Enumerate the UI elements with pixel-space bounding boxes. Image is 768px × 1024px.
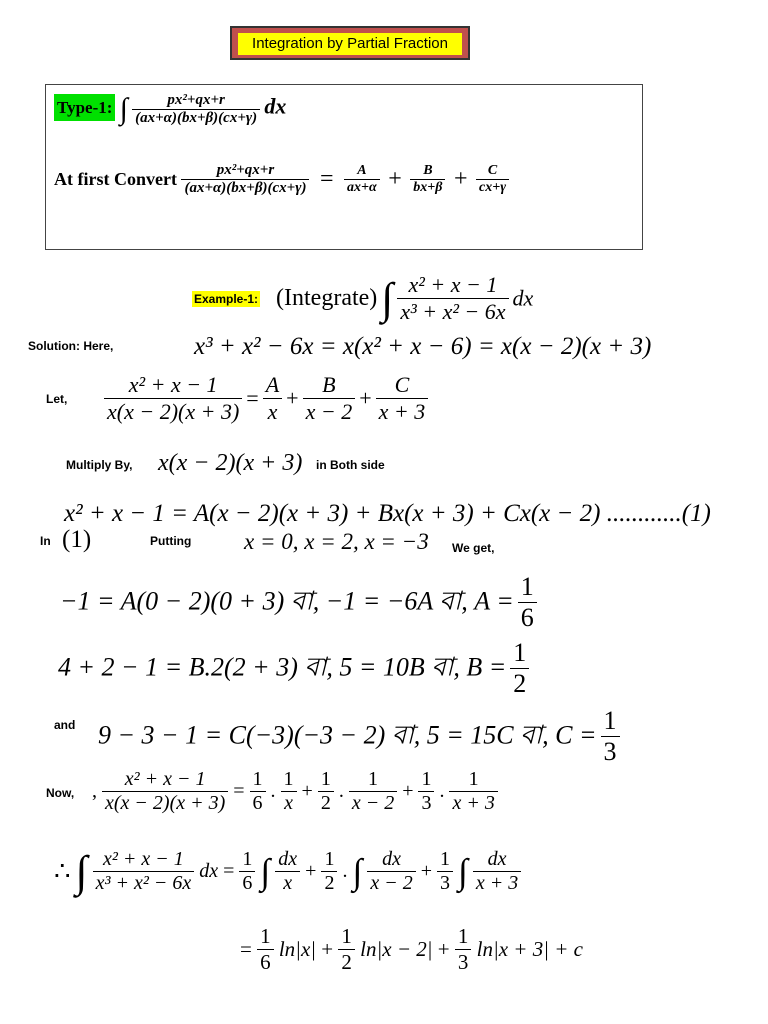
- now-eq: =: [233, 780, 245, 802]
- multiply-expression: x(x − 2)(x + 3): [158, 450, 303, 476]
- let-plus-1: +: [286, 385, 299, 411]
- let-c-num: C: [394, 372, 410, 397]
- solution-label: Solution: Here,: [28, 339, 114, 353]
- example-den: x³ + x² − 6x: [397, 298, 508, 325]
- convert-lhs: [181, 162, 309, 197]
- now-dot-1: .: [270, 780, 276, 802]
- let-c: [376, 372, 429, 425]
- final-c3-num: 1: [457, 924, 469, 948]
- factor-equation: x³ + x² − 6x = x(x² + x − 6) = x(x − 2)(x + 3): [194, 333, 652, 360]
- let-a-den: x: [263, 398, 282, 425]
- now-comma: ,: [92, 780, 97, 802]
- i2-coef: [321, 848, 337, 895]
- final-c1-num: 1: [260, 924, 271, 948]
- type1-formula: [54, 92, 286, 127]
- i3-num: dx: [487, 848, 507, 870]
- let-b-den: x − 2: [303, 398, 356, 425]
- i2-c-num: 1: [324, 848, 335, 870]
- i3-fraction: [473, 848, 521, 895]
- plus-2: +: [453, 166, 468, 192]
- step-b-num: 1: [513, 638, 527, 667]
- final-c3: [455, 924, 472, 975]
- i3-den: x + 3: [473, 871, 521, 895]
- let-c-den: x + 3: [376, 398, 429, 425]
- i2-c-den: 2: [321, 871, 337, 895]
- i1-den: x: [275, 871, 300, 895]
- now-t3-coef: [418, 768, 434, 815]
- final-c2-num: 1: [341, 924, 352, 948]
- final-c1-den: 6: [257, 949, 274, 975]
- multiply-label: Multiply By,: [66, 458, 133, 472]
- convert-lhs-num: px²+qx+r: [216, 162, 275, 178]
- final-t1: ln|x|: [278, 937, 317, 961]
- now-t1c-den: 6: [250, 791, 266, 815]
- step-c-text: 9 − 3 − 1 = C(−3)(−3 − 2) বা, 5 = 15C বা, C =: [98, 720, 597, 750]
- final-equation: [240, 924, 583, 975]
- final-plus-1: +: [321, 937, 334, 961]
- now-plus-2: +: [402, 780, 414, 802]
- step-b-fraction: [510, 638, 529, 699]
- convert-a: [344, 163, 380, 196]
- now-t3: [449, 768, 497, 815]
- now-lhs-den: x(x − 2)(x + 3): [102, 791, 228, 815]
- step-b-den: 2: [510, 668, 529, 699]
- final-t2: ln|x − 2|: [360, 937, 433, 961]
- i1-c-num: 1: [242, 848, 253, 870]
- let-b: [303, 372, 356, 425]
- let-b-num: B: [322, 372, 336, 397]
- therefore-dot: .: [342, 860, 348, 882]
- therefore-plus-1: +: [305, 860, 317, 882]
- putting-values: x = 0, x = 2, x = −3: [244, 529, 429, 554]
- convert-c: [476, 163, 509, 196]
- therefore-den: x³ + x² − 6x: [93, 871, 195, 895]
- putting-label: Putting: [150, 534, 192, 548]
- therefore-equation: [54, 846, 521, 897]
- now-t3-den: x + 3: [449, 791, 497, 815]
- final-c1: [257, 924, 274, 975]
- now-plus-1: +: [301, 780, 313, 802]
- i1-coef: [239, 848, 255, 895]
- convert-row: [54, 162, 509, 197]
- final-c2: [338, 924, 355, 975]
- step-c-fraction: [601, 706, 620, 767]
- i3-c-num: 1: [439, 848, 450, 870]
- i2-den: x − 2: [367, 871, 415, 895]
- page-title: Integration by Partial Fraction: [238, 33, 462, 55]
- i1-num: dx: [278, 848, 298, 870]
- let-a-num: A: [265, 372, 280, 397]
- step-a-den: 6: [518, 602, 537, 633]
- now-t3c-den: 3: [418, 791, 434, 815]
- i1-fraction: [275, 848, 300, 895]
- convert-a-num: A: [357, 163, 367, 178]
- type1-num: px²+qx+r: [167, 92, 225, 108]
- now-lhs-num: x² + x − 1: [124, 768, 206, 790]
- now-t2-coef: [318, 768, 334, 815]
- we-get-label: We get,: [452, 541, 495, 555]
- i2-fraction: [367, 848, 415, 895]
- type1-den: (ax+α)(bx+β)(cx+γ): [132, 109, 260, 127]
- now-t2c-den: 2: [318, 791, 334, 815]
- step-c: [98, 706, 620, 767]
- now-t1-coef: [250, 768, 266, 815]
- let-eq: =: [246, 385, 259, 411]
- example-fraction: [397, 272, 508, 325]
- integrate-text: (Integrate): [276, 285, 378, 311]
- let-lhs-num: x² + x − 1: [128, 372, 218, 397]
- step-a-text: −1 = A(0 − 2)(0 + 3) বা, −1 = −6A বা, A =: [60, 586, 514, 616]
- therefore-plus-2: +: [420, 860, 432, 882]
- i1-integral-sign: ∫: [260, 851, 271, 892]
- let-lhs-den: x(x − 2)(x + 3): [104, 398, 242, 425]
- ref-1: (1): [62, 526, 92, 553]
- now-t3-num: 1: [468, 768, 479, 790]
- type1-label: Type-1:: [54, 94, 115, 121]
- plus-1: +: [388, 166, 402, 192]
- in-label: In: [40, 534, 51, 548]
- therefore-symbol: ∴: [54, 856, 71, 886]
- final-c3-den: 3: [455, 949, 472, 975]
- let-lhs: [104, 372, 242, 425]
- final-c2-den: 2: [338, 949, 355, 975]
- convert-eq: =: [319, 166, 334, 192]
- convert-b-num: B: [423, 163, 433, 178]
- multiply-suffix: in Both side: [316, 458, 385, 472]
- example-num: x² + x − 1: [408, 272, 498, 297]
- i1-c-den: 6: [239, 871, 255, 895]
- now-t1c-num: 1: [252, 768, 263, 790]
- now-equation: [92, 768, 498, 815]
- now-t1: [281, 768, 297, 815]
- final-eq: =: [240, 937, 252, 961]
- i3-integral-sign: ∫: [457, 851, 468, 892]
- final-t3: ln|x + 3| + c: [476, 937, 583, 961]
- convert-lhs-den: (ax+α)(bx+β)(cx+γ): [181, 179, 309, 197]
- now-t2: [349, 768, 397, 815]
- now-dot-3: .: [439, 780, 445, 802]
- step-b: [58, 638, 529, 699]
- convert-a-den: ax+α: [344, 179, 380, 196]
- step-a-fraction: [518, 572, 537, 633]
- and-label: and: [54, 718, 76, 732]
- i3-c-den: 3: [437, 871, 453, 895]
- example-integral-sign: ∫: [381, 274, 394, 323]
- therefore-num: x² + x − 1: [103, 848, 184, 870]
- let-label: Let,: [46, 392, 68, 406]
- now-lhs: [102, 768, 228, 815]
- step-b-text: 4 + 2 − 1 = B.2(2 + 3) বা, 5 = 10B বা, B =: [58, 652, 507, 682]
- i2-num: dx: [382, 848, 401, 870]
- now-t1-num: 1: [283, 768, 294, 790]
- step-c-num: 1: [603, 706, 617, 735]
- therefore-eq: =: [223, 860, 235, 882]
- example-label: Example-1:: [194, 291, 259, 306]
- let-a: [263, 372, 282, 425]
- convert-c-den: cx+γ: [476, 179, 509, 196]
- now-t3c-num: 1: [421, 768, 432, 790]
- i3-coef: [437, 848, 453, 895]
- now-t2c-num: 1: [320, 768, 331, 790]
- therefore-dx: dx: [199, 860, 219, 882]
- now-t2-den: x − 2: [349, 791, 397, 815]
- equation-1: x² + x − 1 = A(x − 2)(x + 3) + Bx(x + 3) + Cx(x − 2) ............(1): [64, 500, 711, 527]
- example-row: [192, 272, 533, 325]
- therefore-fraction: [93, 848, 195, 895]
- let-equation: [104, 372, 428, 425]
- step-a: [60, 572, 537, 633]
- final-plus-2: +: [437, 937, 450, 961]
- integral-sign: ∫: [119, 92, 128, 126]
- step-a-num: 1: [520, 572, 534, 601]
- now-t2-num: 1: [368, 768, 379, 790]
- title-box: [230, 26, 470, 60]
- convert-b: [410, 163, 445, 196]
- i2-integral-sign: ∫: [352, 851, 363, 892]
- example-dx: dx: [512, 285, 534, 311]
- now-dot-2: .: [338, 780, 344, 802]
- therefore-integral-sign: ∫: [75, 847, 88, 896]
- convert-c-num: C: [487, 163, 498, 178]
- type1-dx: dx: [264, 93, 287, 119]
- now-t1-den: x: [281, 791, 297, 815]
- convert-label: At first Convert: [54, 169, 177, 189]
- convert-b-den: bx+β: [410, 179, 445, 196]
- step-c-den: 3: [601, 736, 620, 767]
- now-label: Now,: [46, 786, 75, 800]
- type1-fraction: [132, 92, 260, 127]
- let-plus-2: +: [359, 385, 372, 411]
